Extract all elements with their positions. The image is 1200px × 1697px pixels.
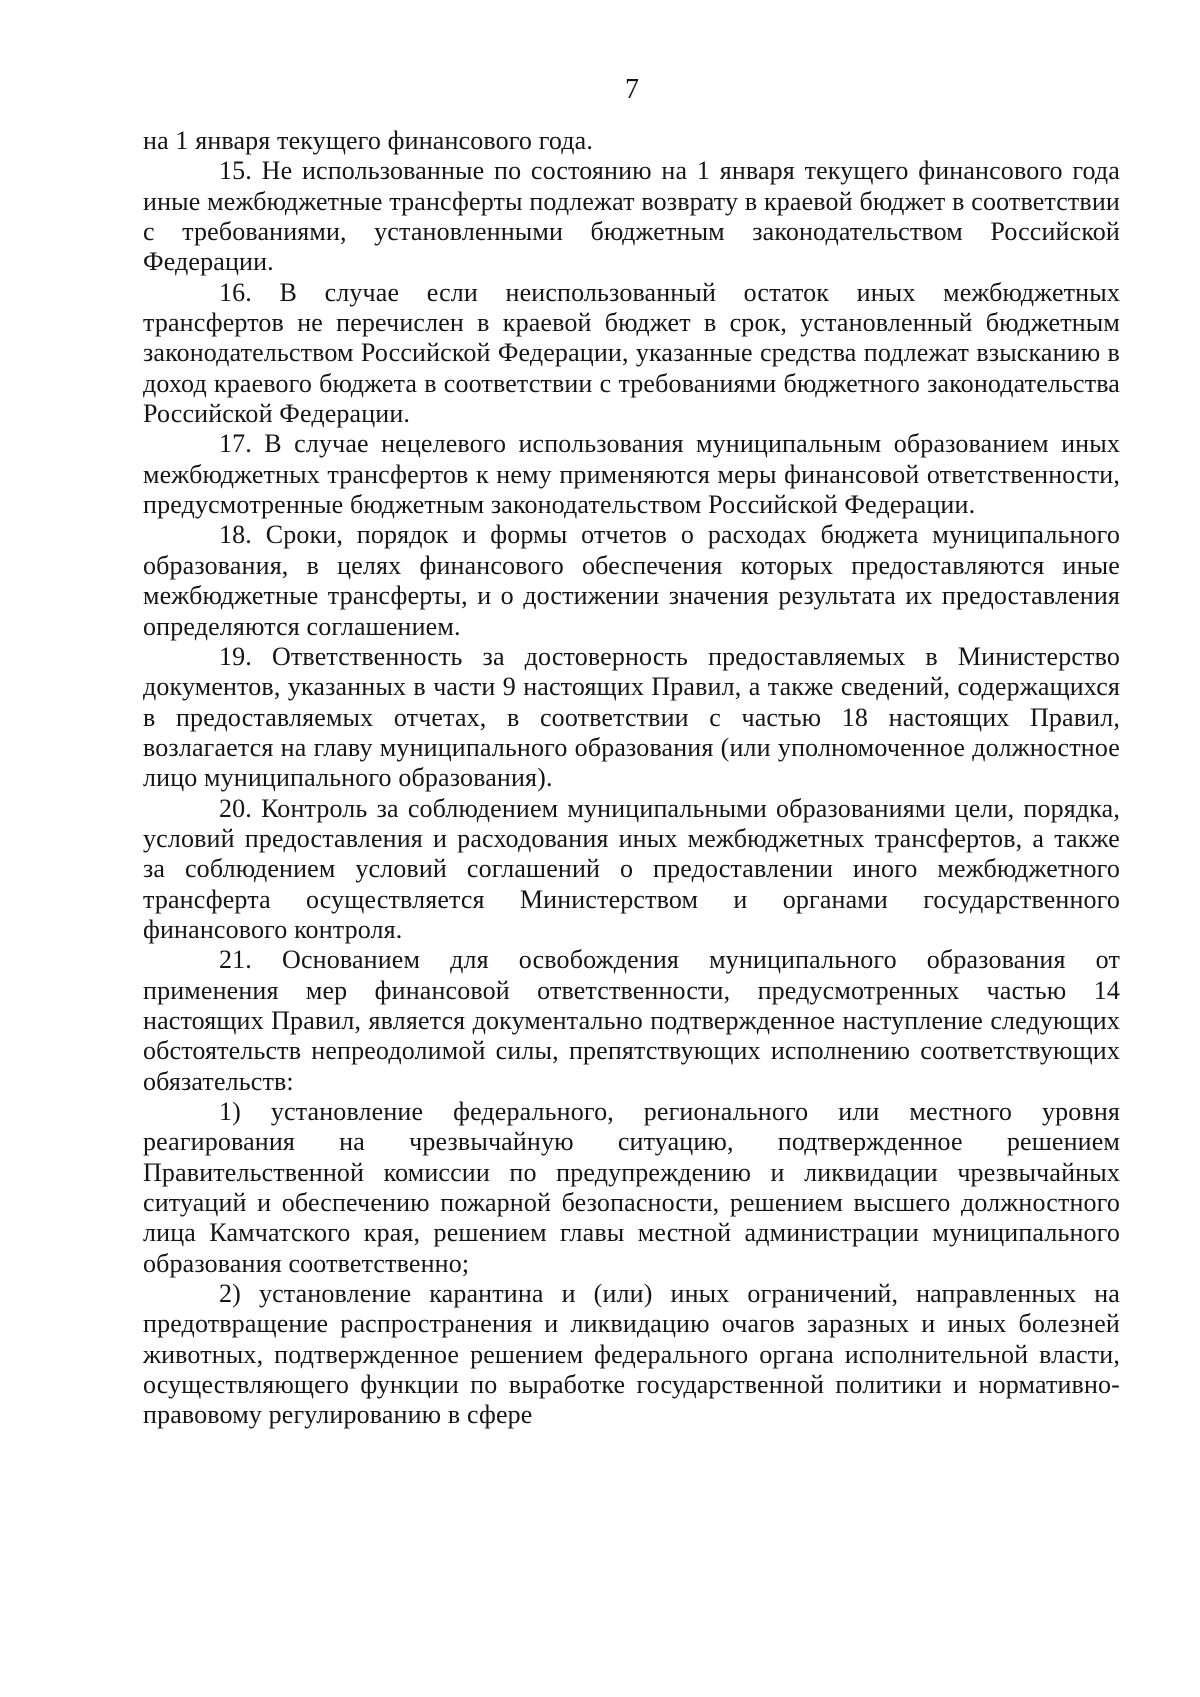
- paragraph-21-item-2: 2) установление карантина и (или) иных ограничений, направленных на предотвращение распространения и ликвидацию очагов заразных и иных болезней животных, подтвержденное решением федерального органа исполнительной власти, осуществляющего функции по выработке государственной политики и нормативно-правовому регулированию в сфере: [143, 1279, 1120, 1430]
- document-body: [143, 126, 1120, 1431]
- page-number: 7: [625, 74, 639, 105]
- paragraph-16: 16. В случае если неиспользованный остаток иных межбюджетных трансфертов не перечислен в краевой бюджет в срок, установленный бюджетным законодательством Российской Федерации, указанные средства подлежат взысканию в доход краевого бюджета в соответствии с требованиями бюджетного законодательства Российской Федерации.: [143, 277, 1120, 429]
- paragraph-15: 15. Не использованные по состоянию на 1 января текущего финансового года иные межбюджетные трансферты подлежат возврату в краевой бюджет в соответствии с требованиями, установленными бюджетным законодательством Российской Федерации.: [143, 156, 1120, 277]
- paragraph-21: 21. Основанием для освобождения муниципального образования от применения мер финансовой ответственности, предусмотренных частью 14 настоящих Правил, является документально подтвержденное наступление следующих обстоятельств непреодолимой силы, препятствующих исполнению соответствующих обязательств:: [143, 945, 1120, 1096]
- paragraph-18: 18. Сроки, порядок и формы отчетов о расходах бюджета муниципального образования, в целях финансового обеспечения которых предоставляются иные межбюджетные трансферты, и о достижении значения результата их предоставления определяются соглашением.: [143, 520, 1120, 641]
- paragraph-19: 19. Ответственность за достоверность предоставляемых в Министерство документов, указанных в части 9 настоящих Правил, а также сведений, содержащихся в предоставляемых отчетах, в соответствии с частью 18 настоящих Правил, возлагается на главу муниципального образования (или уполномоченное должностное лицо муниципального образования).: [143, 641, 1120, 793]
- paragraph-17: 17. В случае нецелевого использования муниципальным образованием иных межбюджетных трансфертов к нему применяются меры финансовой ответственности, предусмотренные бюджетным законодательством Российской Федерации.: [143, 429, 1120, 520]
- paragraph-continuation: на 1 января текущего финансового года.: [143, 126, 594, 155]
- paragraph-20: 20. Контроль за соблюдением муниципальными образованиями цели, порядка, условий предоставления и расходования иных межбюджетных трансфертов, а также за соблюдением условий соглашений о предоставлении иного межбюджетного трансферта осуществляется Министерством и органами государственного финансового контроля.: [143, 793, 1120, 944]
- paragraph-21-item-1: 1) установление федерального, регионального или местного уровня реагирования на чрезвычайную ситуацию, подтвержденное решением Правительственной комиссии по предупреждению и ликвидации чрезвычайных ситуаций и обеспечению пожарной безопасности, решением высшего должностного лица Камчатского края, решением главы местной администрации муниципального образования соответственно;: [143, 1097, 1120, 1278]
